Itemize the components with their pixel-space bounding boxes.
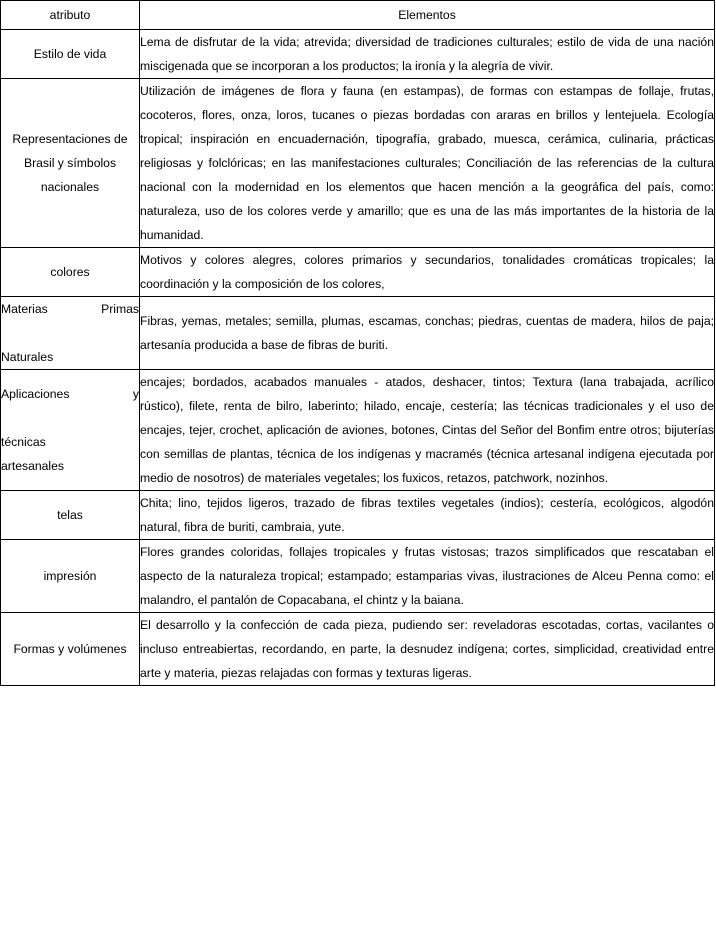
column-header-elementos: Elementos [140, 1, 715, 30]
table-row [1, 297, 715, 370]
elements-cell-estilo-de-vida: Lema de disfrutar de la vida; atrevida; diversidad de tradiciones culturales; estilo de vida de una nación miscigenada que se incorporan a los productos; la ironía y la alegría de vivir. [140, 30, 715, 79]
attribute-cell-aplicaciones-y-tecnicas-artesanales [1, 370, 140, 491]
elements-cell-aplicaciones-y-tecnicas-artesanales: encajes; bordados, acabados manuales - atados, deshacer, tintos; Textura (lana trabajada, acrílico rústico), filete, renta de bilro, laberinto; hilado, encaje, cestería; las técnicas tradicionales y el uso de encajes, tejer, crochet, aplicación de aviones, botones, Cintas del Señor del Bonfim entre otros; bijuterías con semillas de plantas, técnica de los indígenas y macramés (técnica artesanal indígena ejecutada por medio de nosotros) de materiales vegetales; los fuxicos, retazos, patchwork, nozinhos. [140, 370, 715, 491]
elements-cell-formas-y-volumenes: El desarrollo y la confección de cada pieza, pudiendo ser: reveladoras escotadas, cortas, vacilantes o incluso entreabiertas, recordando, en parte, la desnudez indígena; cortes, simplicidad, creatividad entre arte y materia, piezas relajadas con formas y texturas ligeras. [140, 613, 715, 686]
attribute-cell-representaciones-de-brasil: Representaciones de Brasil y símbolos nacionales [1, 79, 140, 248]
attribute-cell-telas: telas [1, 491, 140, 540]
attribute-line-1: Aplicaciones y [1, 387, 139, 401]
elements-cell-impresion: Flores grandes coloridas, follajes tropicales y frutas vistosas; trazos simplificados que rescataban el aspecto de la naturaleza tropical; estampado; estamparias vivas, ilustraciones de Alceu Penna como: el malandro, el pantalón de Copacabana, el chintz y la baiana. [140, 540, 715, 613]
table-row [1, 248, 715, 297]
attribute-line-3: artesanales [1, 459, 65, 473]
attribute-cell-colores: colores [1, 248, 140, 297]
table-row [1, 79, 715, 248]
elements-cell-colores: Motivos y colores alegres, colores primarios y secundarios, tonalidades cromáticas tropicales; la coordinación y la composición de los colores, [140, 248, 715, 297]
attribute-cell-estilo-de-vida: Estilo de vida [1, 30, 140, 79]
table-row [1, 491, 715, 540]
attribute-line-2: técnicas [1, 435, 46, 449]
attribute-cell-formas-y-volumenes: Formas y volúmenes [1, 613, 140, 686]
table-row [1, 30, 715, 79]
attribute-line-2: Naturales [1, 350, 54, 364]
attribute-cell-materias-primas-naturales [1, 297, 140, 370]
table-row [1, 613, 715, 686]
column-header-atributo: atributo [1, 1, 140, 30]
attribute-cell-impresion: impresión [1, 540, 140, 613]
elements-cell-materias-primas-naturales: Fibras, yemas, metales; semilla, plumas, escamas, conchas; piedras, cuentas de madera, hilos de paja; artesanía producida a base de fibras de buriti. [140, 297, 715, 370]
table-row [1, 370, 715, 491]
table-row [1, 540, 715, 613]
elements-cell-telas: Chita; lino, tejidos ligeros, trazado de fibras textiles vegetales (indios); cestería, ecológicos, algodón natural, fibra de buriti, cambraia, yute. [140, 491, 715, 540]
attribute-line-1: Materias Primas [1, 302, 139, 316]
table-header-row [1, 1, 715, 30]
elements-cell-representaciones-de-brasil: Utilización de imágenes de flora y fauna (en estampas), de formas con estampas de follaje, frutas, cocoteros, flores, onza, loros, tucanes o piezas bordadas con araras en brillos y lentejuela. Ecología tropical; inspiración en encuadernación, tipografía, grabado, muesca, cerámica, culinaria, prácticas religiosas y folclóricas; en las manifestaciones culturales; Conciliación de las referencias de la cultura nacional con la modernidad en los elementos que hacen mención a la geográfica del país, como: naturaleza, uso de los colores verde y amarillo; que es una de las más importantes de la historia de la humanidad. [140, 79, 715, 248]
